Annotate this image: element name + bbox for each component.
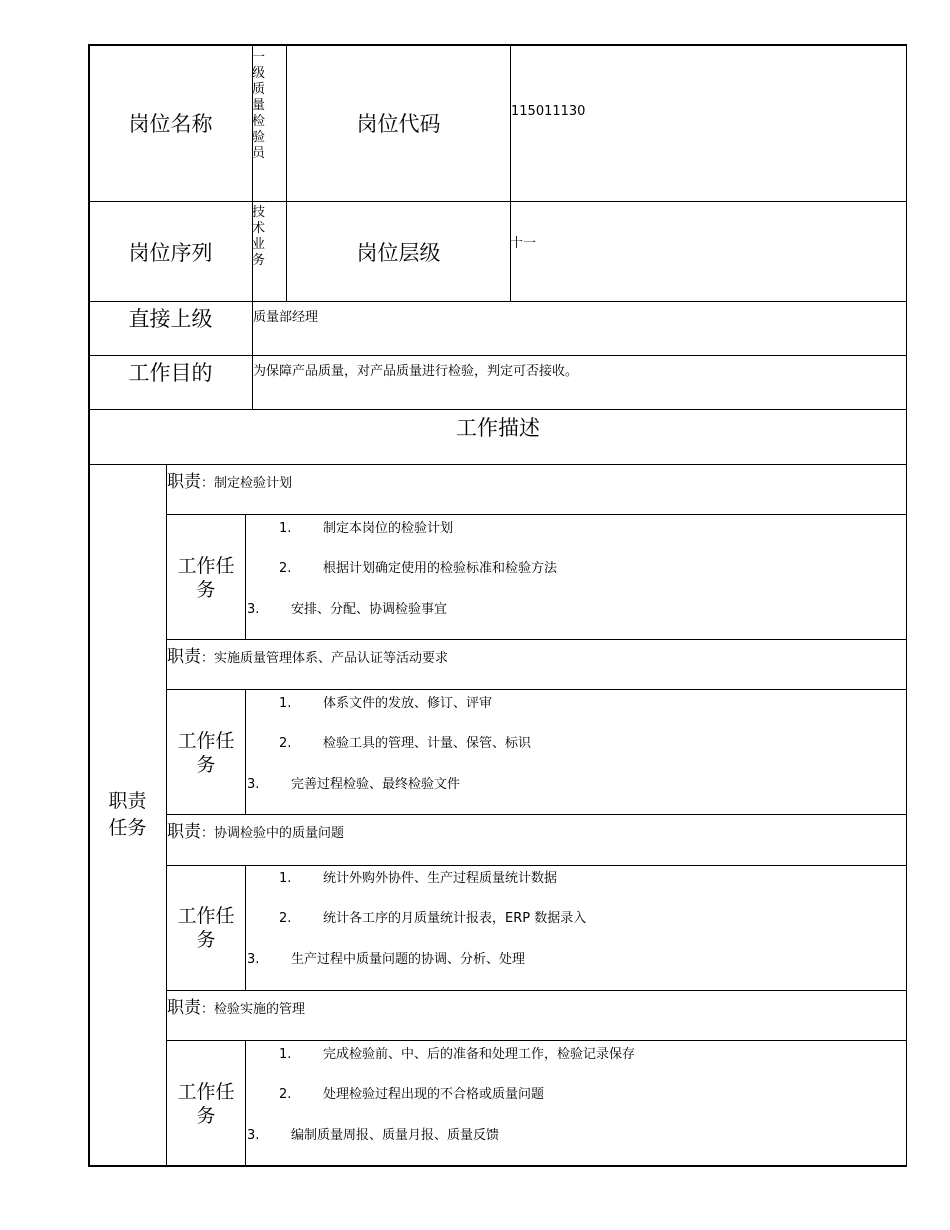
task-item xyxy=(279,907,586,926)
position-level-label: 岗位层级 xyxy=(356,240,441,265)
row-divider xyxy=(166,514,907,515)
task-number: 2. xyxy=(279,736,292,751)
task-label-cell xyxy=(167,515,245,640)
col-divider xyxy=(245,514,246,640)
position-name-label: 岗位名称 xyxy=(128,112,213,136)
task-text: 统计外购外协件、生产过程质量统计数据 xyxy=(323,871,558,886)
duty-prefix: 职责 xyxy=(167,822,201,842)
row-divider xyxy=(88,301,907,302)
task-number: 1. xyxy=(279,696,292,711)
duty-prefix: 职责 xyxy=(167,647,201,667)
position-code-label: 岗位代码 xyxy=(356,112,441,136)
task-text: 处理检验过程出现的不合格或质量问题 xyxy=(323,1087,545,1102)
task-number: 1. xyxy=(279,521,292,536)
position-sequence-label: 岗位序列 xyxy=(128,240,213,265)
duties-label: 职责任务 xyxy=(108,790,147,839)
task-text: 检验工具的管理、计量、保管、标识 xyxy=(323,736,532,751)
task-item xyxy=(279,1043,635,1062)
task-number: 3. xyxy=(247,1128,260,1143)
duty-title-text: ：检验实施的管理 xyxy=(201,1002,306,1017)
row-divider xyxy=(166,1040,907,1041)
task-item xyxy=(279,692,492,711)
row-divider xyxy=(166,639,907,640)
row-divider xyxy=(166,990,907,991)
row-divider xyxy=(88,409,907,410)
task-label: 工作任务 xyxy=(177,1080,235,1127)
task-text: 生产过程中质量问题的协调、分析、处理 xyxy=(291,952,526,967)
task-number: 2. xyxy=(279,1087,292,1102)
col-divider xyxy=(510,44,511,302)
section-title: 工作描述 xyxy=(456,416,540,440)
position-code-value: 115011130 xyxy=(511,104,586,119)
position-name-value: 一级质量检验员 xyxy=(252,50,266,161)
task-item xyxy=(279,1083,544,1102)
row-divider xyxy=(166,865,907,866)
task-label: 工作任务 xyxy=(177,729,235,776)
task-label-cell xyxy=(167,690,245,815)
row-divider xyxy=(166,814,907,815)
purpose-label: 工作目的 xyxy=(128,361,213,385)
duty-title-text: ：实施质量管理体系、产品认证等活动要求 xyxy=(201,651,449,666)
duty-title-text: ：制定检验计划 xyxy=(201,476,293,491)
task-item xyxy=(279,517,453,536)
task-label: 工作任务 xyxy=(177,554,235,601)
task-text: 编制质量周报、质量月报、质量反馈 xyxy=(291,1128,500,1143)
superior-value: 质量部经理 xyxy=(253,310,319,325)
task-item xyxy=(247,948,525,967)
task-number: 3. xyxy=(247,777,260,792)
task-label-cell xyxy=(167,1041,245,1166)
duty-title xyxy=(167,642,448,667)
purpose-value: 为保障产品质量，对产品质量进行检验，判定可否接收。 xyxy=(253,364,579,379)
task-number: 1. xyxy=(279,871,292,886)
task-label: 工作任务 xyxy=(177,904,235,951)
row-divider xyxy=(88,355,907,356)
duty-title xyxy=(167,467,292,492)
task-number: 2. xyxy=(279,911,292,926)
position-sequence-value: 技术业务 xyxy=(252,205,266,268)
row-divider xyxy=(166,689,907,690)
task-text: 制定本岗位的检验计划 xyxy=(323,521,454,536)
position-name-cell xyxy=(252,50,286,200)
task-text: 完成检验前、中、后的准备和处理工作，检验记录保存 xyxy=(323,1047,636,1062)
duty-prefix: 职责 xyxy=(167,472,201,492)
task-number: 2. xyxy=(279,561,292,576)
duty-title-text: ：协调检验中的质量问题 xyxy=(201,826,345,841)
col-divider xyxy=(245,865,246,991)
task-item xyxy=(279,732,531,751)
task-text: 统计各工序的月质量统计报表，ERP 数据录入 xyxy=(323,911,587,926)
task-number: 3. xyxy=(247,602,260,617)
duty-title xyxy=(167,817,344,842)
table-border-right xyxy=(906,44,908,1167)
task-label-cell xyxy=(167,865,245,990)
task-number: 3. xyxy=(247,952,260,967)
duties-label-cell xyxy=(89,465,166,1165)
task-text: 完善过程检验、最终检验文件 xyxy=(291,777,461,792)
task-text: 体系文件的发放、修订、评审 xyxy=(323,696,493,711)
row-divider xyxy=(88,464,907,465)
position-sequence-cell xyxy=(252,205,286,299)
position-level-value: 十一 xyxy=(510,236,537,251)
task-item xyxy=(279,867,557,886)
superior-label: 直接上级 xyxy=(128,307,213,331)
task-item xyxy=(247,1124,499,1143)
duty-title xyxy=(167,993,305,1018)
task-item xyxy=(279,557,557,576)
col-divider xyxy=(245,689,246,815)
task-number: 1. xyxy=(279,1047,292,1062)
task-text: 根据计划确定使用的检验标准和检验方法 xyxy=(323,561,558,576)
duty-prefix: 职责 xyxy=(167,998,201,1018)
task-item xyxy=(247,773,460,792)
task-item xyxy=(247,598,447,617)
task-text: 安排、分配、协调检验事宜 xyxy=(291,602,448,617)
col-divider xyxy=(245,1040,246,1166)
